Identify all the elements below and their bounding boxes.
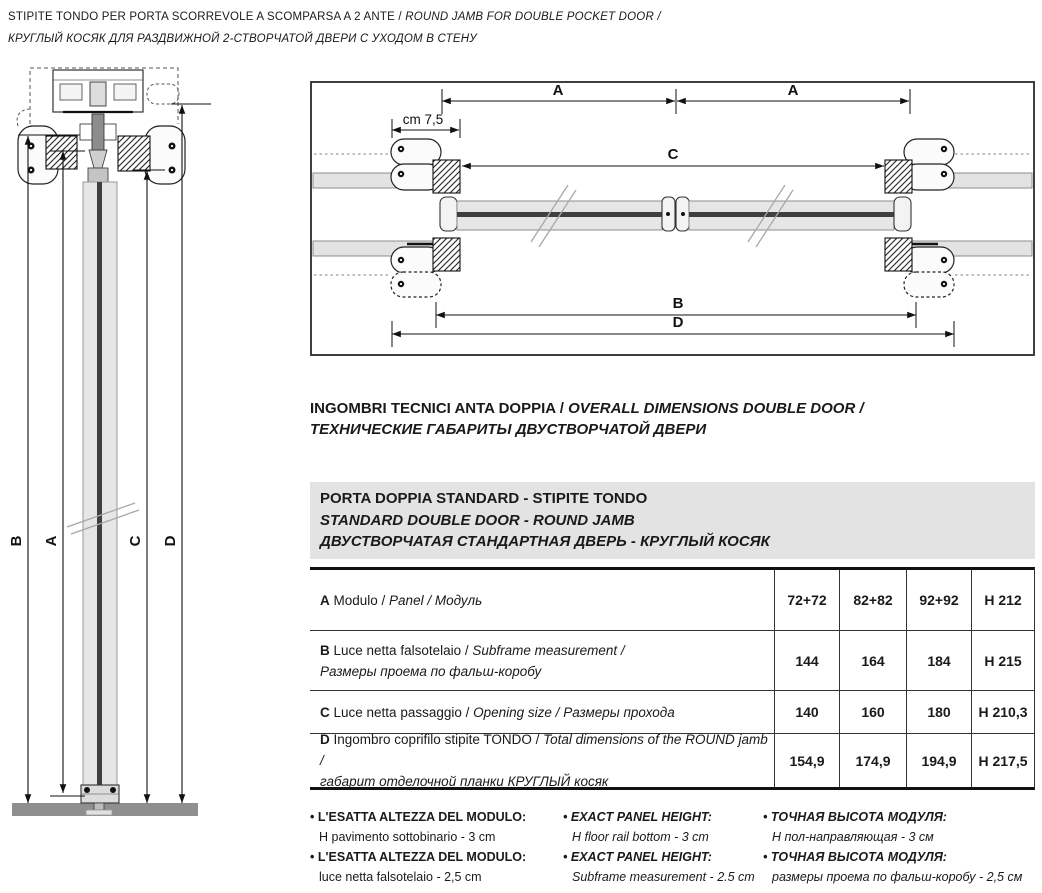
row-letter: A [320,592,330,608]
footnote-title: L'ESATTA ALTEZZA DEL MODULO: [317,850,527,864]
table-cell: 160 [839,691,906,733]
footnote-item [310,848,563,887]
footnotes-italian [310,808,563,888]
table-cell: 180 [906,691,971,733]
section-title [310,398,1037,440]
plan-dim-label-c: C [667,146,679,163]
table-cell: H 217,5 [971,734,1034,787]
table-row-a [310,570,1034,630]
row-label [310,570,774,630]
page-title-line1 [8,6,768,28]
row-label-en: Total dimensions of the ROUND jamb / [320,732,768,768]
door-panels-plan [440,197,911,231]
door-hanger [80,114,116,182]
section-title-russian: ТЕХНИЧЕСКИЕ ГАБАРИТЫ ДВУСТВОРЧАТОЙ ДВЕРИ [310,421,707,438]
bullet-icon: • [563,850,568,864]
bullet-icon: • [763,810,768,824]
section-dim-label-a: A [43,535,60,547]
row-label [310,631,774,690]
page-title-russian: КРУГЛЫЙ КОСЯК ДЛЯ РАЗДВИЖНОЙ 2-СТВОРЧАТОЙ ДВЕРИ С УХОДОМ В СТЕНУ [8,33,477,45]
door-panel-section [83,182,117,785]
footnote-title: EXACT PANEL HEIGHT: [570,810,712,824]
footnote-item [763,808,1039,847]
table-cell: 194,9 [906,734,971,787]
row-label-it: Luce netta falsotelaio / [333,642,473,658]
section-title-line1 [310,398,1037,419]
plan-dim-label-a-left: A [552,82,564,99]
footnote-text: H pavimento sottobinario - 3 cm [319,829,496,844]
table-cell: H 210,3 [971,691,1034,733]
footnote-title: ТОЧНАЯ ВЫСОТА МОДУЛЯ: [770,810,947,824]
row-label-ru: габарит отделочной планки КРУГЛЫЙ косяк [320,774,609,789]
footnote-text: H floor rail bottom - 3 cm [572,829,709,844]
row-label-en: Panel / [389,592,435,608]
footnote-item [563,808,763,847]
table-cell: 140 [774,691,839,733]
footnote-text: luce netta falsotelaio - 2,5 cm [319,869,482,884]
table-cell: H 212 [971,570,1034,630]
row-label-it: Modulo / [333,592,390,608]
footnote-item [563,848,763,887]
hatched-block-left [46,136,77,169]
footnotes-russian [763,808,1039,888]
table-row-c [310,690,1034,733]
dimensions-table [310,567,1035,790]
hatched-block-right [118,136,150,171]
bullet-icon: • [310,850,315,864]
footnote-item [310,808,563,847]
page-title [8,6,768,50]
plan-dim-label-d: D [672,314,684,331]
table-title-russian: ДВУСТВОРЧАТАЯ СТАНДАРТНАЯ ДВЕРЬ - КРУГЛЫЙ КОСЯК [320,533,770,550]
table-title-italian: PORTA DOPPIA STANDARD - STIPITE TONDO [320,490,648,507]
table-cell: 82+82 [839,570,906,630]
page-title-italian: STIPITE TONDO PER PORTA SCORREVOLE A SCOMPARSA A 2 ANTE / [8,11,406,23]
section-title-english: OVERALL DIMENSIONS DOUBLE DOOR / [568,400,864,417]
row-label-ru: Размеры проема по фальш-коробу [320,663,542,679]
plan-dim-label-b: B [672,295,684,312]
table-cell: 154,9 [774,734,839,787]
footnote-title: ТОЧНАЯ ВЫСОТА МОДУЛЯ: [770,850,947,864]
vertical-section-drawing [5,58,215,823]
table-cell: 144 [774,631,839,690]
footnote-text: размеры проема по фальш-коробу - 2,5 см [772,869,1023,884]
row-label-en: Subframe measurement / [472,642,625,658]
page-title-english: ROUND JAMB FOR DOUBLE POCKET DOOR / [405,11,661,23]
bullet-icon: • [763,850,768,864]
row-label-it: Ingombro coprifilo stipite TONDO / [333,732,544,747]
bullet-icon: • [563,810,568,824]
footnote-item [763,848,1039,887]
section-dim-label-c: C [127,535,144,547]
footnote-title: L'ESATTA ALTEZZA DEL MODULO: [317,810,527,824]
row-label [310,691,774,733]
row-letter: D [320,732,330,747]
footnote-text: Н пол-направляющая - 3 см [772,829,934,844]
table-cell: 184 [906,631,971,690]
table-title-band [310,482,1035,559]
table-cell: H 215 [971,631,1034,690]
section-dim-label-d: D [162,535,179,547]
footnotes-english [563,808,763,888]
table-title-english: STANDARD DOUBLE DOOR - ROUND JAMB [320,511,635,529]
plan-jamb-width-label: cm 7,5 [402,112,444,127]
table-cell: 72+72 [774,570,839,630]
plan-view-drawing [310,81,1035,356]
row-letter: B [320,642,330,658]
table-cell: 92+92 [906,570,971,630]
row-label-ru: Модуль [434,592,483,608]
table-row-b [310,630,1034,690]
footnote-title: EXACT PANEL HEIGHT: [570,850,712,864]
section-title-italian: INGOMBRI TECNICI ANTA DOPPIA / [310,400,569,417]
row-label-ru: Размеры прохода [563,704,675,720]
footnote-text: Subframe measurement - 2.5 cm [572,869,755,884]
hidden-cover-dashed [147,84,179,104]
track-housing [53,70,143,112]
table-cell: 174,9 [839,734,906,787]
table-cell: 164 [839,631,906,690]
row-label [310,734,774,787]
bullet-icon: • [310,810,315,824]
row-letter: C [320,704,330,720]
plan-dim-label-a-right: A [787,82,799,99]
row-label-en: Opening size / [473,704,564,720]
table-row-d [310,733,1034,787]
footnotes [310,808,1039,888]
section-dim-label-b: B [8,535,25,547]
row-label-it: Luce netta passaggio / [333,704,474,720]
